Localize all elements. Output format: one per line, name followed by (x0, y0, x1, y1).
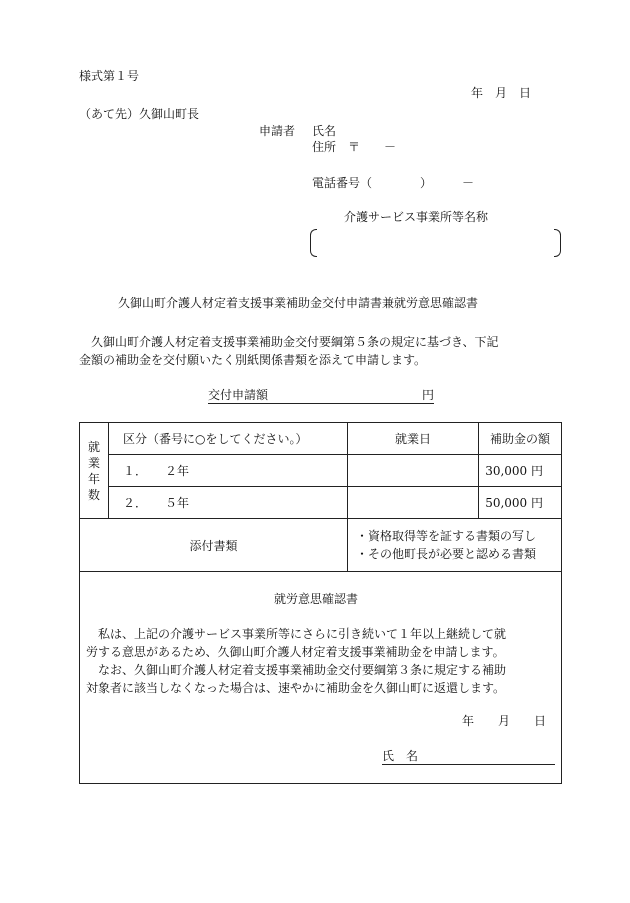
row-category[interactable]: １． ２年 (109, 455, 348, 487)
addressee: （あて先）久御山町長 (79, 107, 200, 121)
document-title: 久御山町介護人材定着支援事業補助金交付申請書兼就労意思確認書 (118, 296, 479, 310)
intro-text (79, 333, 499, 369)
facility-label: 介護サービス事業所等名称 (344, 210, 489, 224)
facility-bracket-right (554, 229, 561, 257)
row-category[interactable]: ２． ５年 (109, 487, 348, 519)
header-subsidy-amount: 補助金の額 (479, 423, 562, 455)
amount-unit: 円 (421, 388, 434, 402)
confirmation-line-3: なお、久御山町介護人材定着支援事業補助金交付要綱第３条に規定する補助 (86, 663, 507, 677)
intro-line-2: 金額の補助金を交付願いたく別紙関係書類を添えて申請します。 (79, 353, 427, 367)
confirmation-line-1: 私は、上記の介護サービス事業所等にさらに引き続いて１年以上継続して就 (86, 627, 507, 641)
table-row (80, 455, 562, 487)
applicant-label: 申請者 (259, 124, 296, 138)
row-work-date[interactable] (348, 455, 479, 487)
signature-name-label: 氏 名 (382, 749, 419, 763)
confirmation-date: 年 月 日 (462, 714, 547, 728)
amount-line (208, 389, 434, 404)
attachments-label: 添付書類 (80, 519, 348, 572)
confirmation-line-2: 労する意思があるため、久御山町介護人材定着支援事業補助金を申請します。 (86, 645, 505, 659)
attachments-list (348, 519, 562, 572)
years-of-work-label: 就 業 年 数 (80, 423, 109, 519)
signature-line[interactable] (382, 750, 555, 765)
amount-label: 交付申請額 (208, 388, 269, 402)
attachment-item: ・その他町長が必要と認める書類 (356, 547, 537, 561)
table-row (80, 487, 562, 519)
header-work-date: 就業日 (348, 423, 479, 455)
form-number: 様式第１号 (79, 69, 140, 83)
address-label: 住所 〒 － (312, 140, 397, 154)
date-top: 年 月 日 (471, 86, 532, 100)
row-amount: 50,000 円 (479, 487, 562, 519)
attachment-item: ・資格取得等を証する書類の写し (356, 529, 537, 543)
confirmation-title: 就労意思確認書 (274, 592, 359, 606)
phone-label: 電話番号（ ） － (312, 176, 475, 190)
header-category: 区分（番号に○をしてください。） (109, 423, 348, 455)
confirmation-body (86, 625, 506, 697)
row-work-date[interactable] (348, 487, 479, 519)
row-amount: 30,000 円 (479, 455, 562, 487)
subsidy-table (79, 422, 562, 572)
confirmation-line-4: 対象者に該当しなくなった場合は、速やかに補助金を久御山町に返還します。 (86, 681, 506, 695)
facility-bracket-left (310, 229, 317, 257)
name-label: 氏名 (312, 124, 337, 138)
intro-line-1: 久御山町介護人材定着支援事業補助金交付要綱第５条の規定に基づき、下記 (79, 335, 499, 349)
